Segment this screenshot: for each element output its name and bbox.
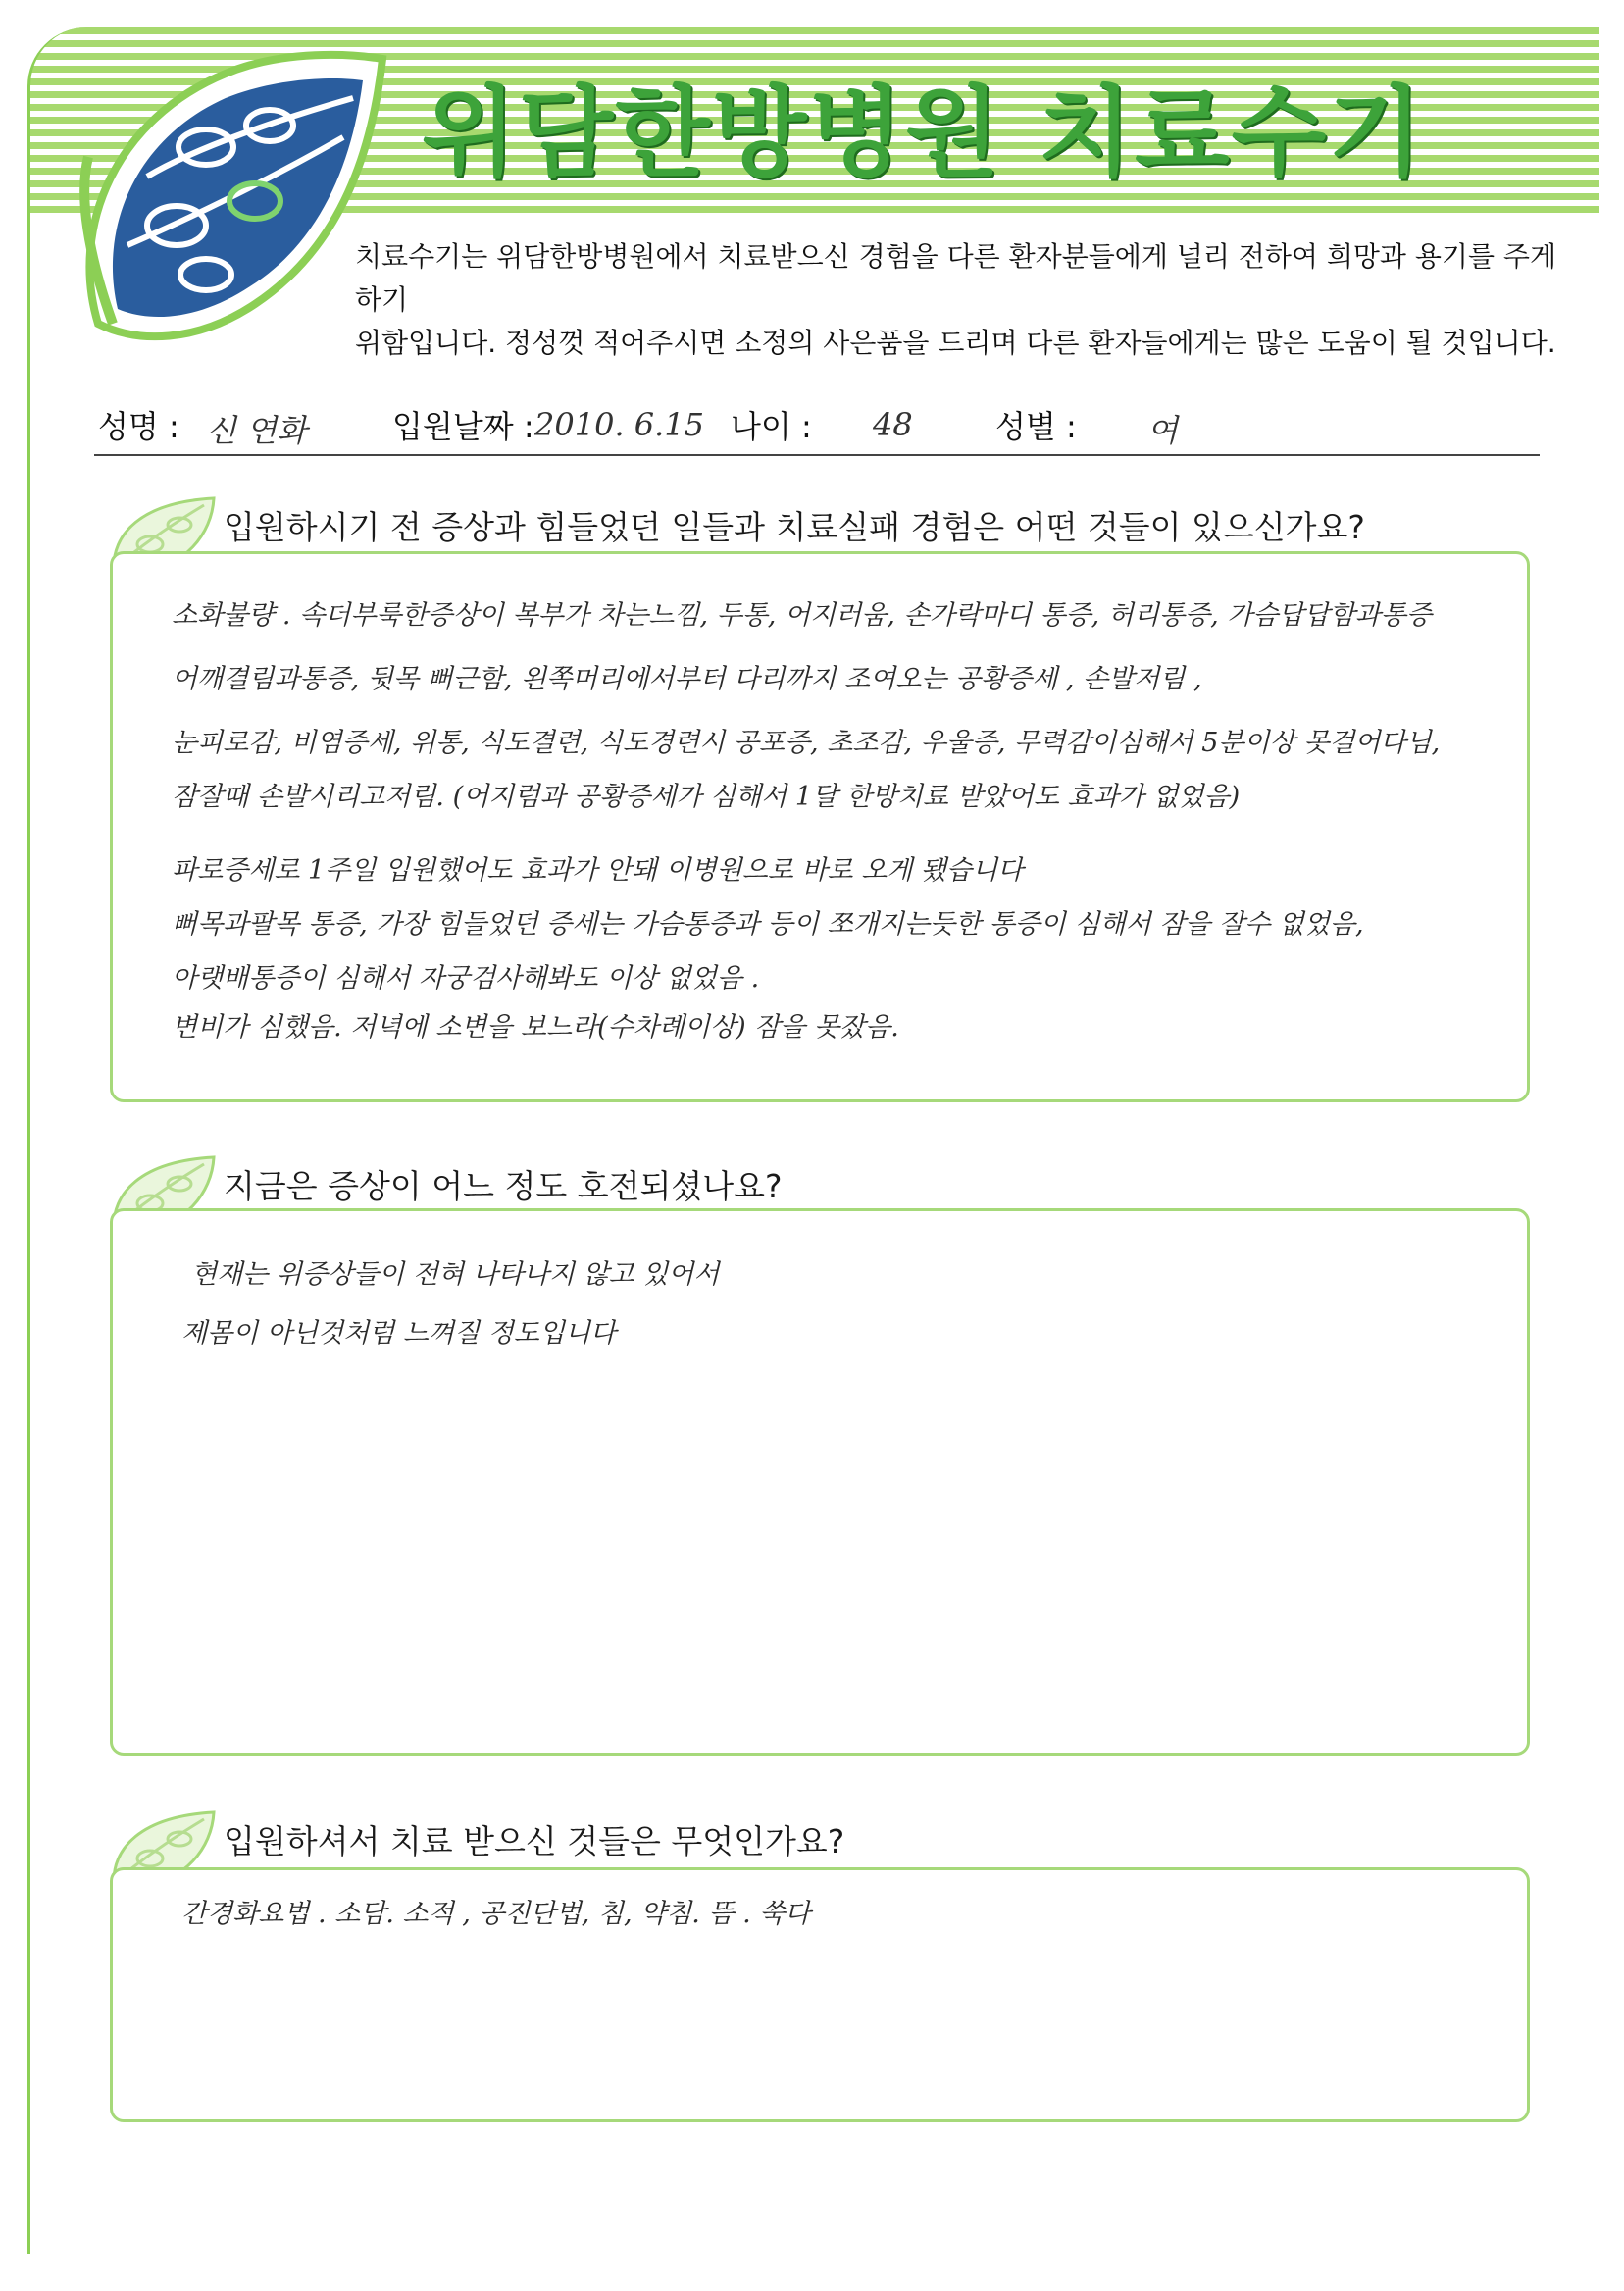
intro-text: [355, 235, 1571, 365]
sex-field[interactable]: 여: [1147, 412, 1178, 449]
admission-date-label: 입원날짜 :: [392, 408, 534, 445]
age-label: 나이 :: [731, 408, 812, 445]
answer-1-line-1: 소화불량 . 속더부룩한증상이 복부가 차는느낌, 두통, 어지러움, 손가락마디 통증, 허리통증, 가슴답답함과통증: [172, 600, 1432, 631]
name-field[interactable]: 신 연화: [206, 412, 307, 449]
intro-line-2: 위함입니다. 정성껏 적어주시면 소정의 사은품을 드리며 다른 환자들에게는 많은 도움이 될 것입니다.: [355, 327, 1556, 359]
answer-3-box[interactable]: [110, 1867, 1530, 2122]
question-1-text: 입원하시기 전 증상과 힘들었던 일들과 치료실패 경험은 어떤 것들이 있으신가요?: [224, 508, 1365, 546]
answer-2-line-2: 제몸이 아닌것처럼 느껴질 정도입니다: [181, 1318, 617, 1349]
answer-1-line-7: 아랫배통증이 심해서 자궁검사해봐도 이상 없었음 .: [172, 963, 760, 993]
answer-1-line-4: 잠잘때 손발시리고저림. (어지럼과 공황증세가 심해서 1달 한방치료 받았어도 효과가 없었음): [172, 782, 1241, 812]
answer-2-line-1: 현재는 위증상들이 전혀 나타나지 않고 있어서: [191, 1259, 720, 1290]
page-title: 위담한방병원 치료수기: [422, 76, 1425, 190]
answer-1-line-2: 어깨결림과통증, 뒷목 뻐근함, 왼쪽머리에서부터 다리까지 조여오는 공황증세 , 손발저림 ,: [172, 664, 1202, 694]
info-divider: [94, 454, 1540, 456]
answer-1-line-5: 파로증세로 1주일 입원했어도 효과가 안돼 이병원으로 바로 오게 됐습니다: [172, 855, 1024, 886]
answer-1-line-8: 변비가 심했음. 저녁에 소변을 보느라(수차례이상) 잠을 못잤음.: [172, 1012, 899, 1043]
age-field[interactable]: 48: [873, 406, 913, 443]
leaf-logo-icon: [59, 29, 392, 353]
question-2-text: 지금은 증상이 어느 정도 호전되셨나요?: [224, 1167, 783, 1205]
sex-label: 성별 :: [995, 408, 1077, 445]
patient-info-row: [98, 392, 1540, 455]
answer-1-box[interactable]: [110, 551, 1530, 1102]
question-3-text: 입원하셔서 치료 받으신 것들은 무엇인가요?: [224, 1822, 845, 1860]
intro-line-1: 치료수기는 위담한방병원에서 치료받으신 경험을 다른 환자분들에게 널리 전하여 희망과 용기를 주게 하기: [355, 240, 1557, 316]
admission-date-field[interactable]: 2010. 6.15: [534, 406, 705, 443]
answer-2-box[interactable]: [110, 1208, 1530, 1756]
answer-3-line-1: 간경화요법 . 소담. 소적 , 공진단법, 침, 약침. 뜸 . 쑥다: [181, 1899, 811, 1929]
answer-1-line-6: 뻐목과팔목 통증, 가장 힘들었던 증세는 가슴통증과 등이 쪼개지는듯한 통증이 심해서 잠을 잘수 없었음,: [172, 909, 1364, 940]
name-label: 성명 :: [98, 408, 179, 445]
answer-1-line-3: 눈피로감, 비염증세, 위통, 식도결련, 식도경련시 공포증, 초조감, 우울증, 무력감이심해서 5분이상 못걸어다님,: [172, 728, 1441, 758]
